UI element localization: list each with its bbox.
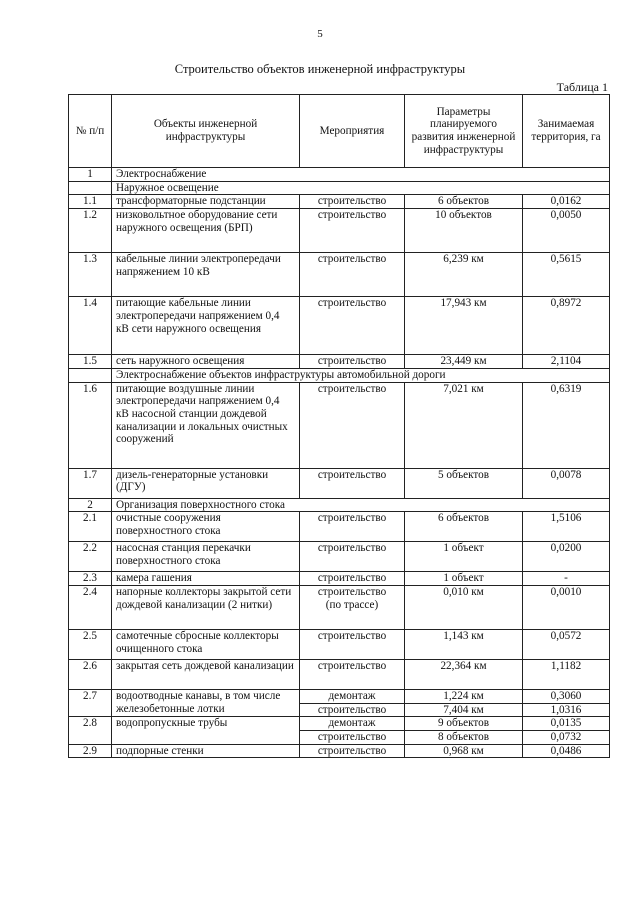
row-num: 1.3 (69, 253, 112, 297)
row-area: 0,5615 (523, 253, 610, 297)
table-row (69, 181, 610, 195)
row-object: кабельные линии электропередачи напряжением 10 кВ (112, 253, 300, 297)
row-object: водопропускные трубы (112, 717, 300, 744)
row-activity: строительство (300, 512, 405, 542)
header-object: Объекты инженерной инфраструктуры (112, 95, 300, 168)
row-num: 2.6 (69, 659, 112, 689)
row-activity: строительство (300, 382, 405, 468)
row-object: закрытая сеть дождевой канализации (112, 659, 300, 689)
row-area: 0,0050 (523, 209, 610, 253)
row-params: 9 объектов (405, 717, 523, 731)
row-params: 0,010 км (405, 585, 523, 629)
row-params: 6,239 км (405, 253, 523, 297)
row-object: трансформаторные подстанции (112, 195, 300, 209)
table-row (69, 355, 610, 369)
row-params: 1,143 км (405, 629, 523, 659)
subsection-title: Электроснабжение объектов инфраструктуры автомобильной дороги (112, 368, 610, 382)
row-area: 0,0572 (523, 629, 610, 659)
row-activity: строительство (300, 542, 405, 572)
header-params: Параметры планируемого развития инженерной инфраструктуры (405, 95, 523, 168)
row-object: очистные сооружения поверхностного стока (112, 512, 300, 542)
row-area: 1,1182 (523, 659, 610, 689)
header-activity: Мероприятия (300, 95, 405, 168)
table-row (69, 572, 610, 586)
table-row (69, 498, 610, 512)
row-num: 2.9 (69, 744, 112, 758)
row-area: 0,0078 (523, 468, 610, 498)
table-row (69, 468, 610, 498)
row-area: 0,8972 (523, 297, 610, 355)
row-area: 0,0486 (523, 744, 610, 758)
row-activity: строительство (300, 744, 405, 758)
row-num: 2 (69, 498, 112, 512)
table-caption: Таблица 1 (556, 80, 608, 94)
row-params: 7,021 км (405, 382, 523, 468)
row-params: 1 объект (405, 542, 523, 572)
row-area: 1,0316 (523, 703, 610, 717)
row-activity: строительство (300, 195, 405, 209)
table-row (69, 585, 610, 629)
row-num: 1.5 (69, 355, 112, 369)
row-params: 5 объектов (405, 468, 523, 498)
table-row (69, 542, 610, 572)
row-activity: строительство (300, 468, 405, 498)
table-row (69, 717, 610, 731)
row-num: 2.7 (69, 689, 112, 716)
section-title: Организация поверхностного стока (112, 498, 610, 512)
row-area: 0,3060 (523, 689, 610, 703)
row-object: питающие воздушные линии электропередачи напряжением 0,4 кВ насосной станции дождевой канализации и локальных очистных сооружений (112, 382, 300, 468)
row-area: - (523, 572, 610, 586)
table-row (69, 368, 610, 382)
row-activity-line: строительство (317, 585, 387, 598)
row-params: 1 объект (405, 572, 523, 586)
row-area: 1,5106 (523, 512, 610, 542)
row-area: 2,1104 (523, 355, 610, 369)
row-activity: строительство (300, 209, 405, 253)
row-activity: строительство (300, 703, 405, 717)
row-num: 1 (69, 168, 112, 182)
row-object: питающие кабельные линии электропередачи напряжением 0,4 кВ сети наружного освещения (112, 297, 300, 355)
row-object: камера гашения (112, 572, 300, 586)
row-num: 2.1 (69, 512, 112, 542)
row-activity: демонтаж (300, 689, 405, 703)
document-title: Строительство объектов инженерной инфраструктуры (174, 62, 466, 76)
table-row (69, 253, 610, 297)
row-object: напорные коллекторы закрытой сети дождевой канализации (2 нитки) (112, 585, 300, 629)
row-num: 2.5 (69, 629, 112, 659)
row-activity (300, 585, 405, 629)
row-params: 17,943 км (405, 297, 523, 355)
row-params: 6 объектов (405, 195, 523, 209)
table-row (69, 382, 610, 468)
row-object: подпорные стенки (112, 744, 300, 758)
row-params: 23,449 км (405, 355, 523, 369)
row-object: насосная станция перекачки поверхностного стока (112, 542, 300, 572)
row-object: сеть наружного освещения (112, 355, 300, 369)
row-activity: демонтаж (300, 717, 405, 731)
row-num: 2.4 (69, 585, 112, 629)
table-row (69, 297, 610, 355)
row-num: 2.8 (69, 717, 112, 744)
page-number: 5 (317, 28, 323, 40)
row-num: 1.7 (69, 468, 112, 498)
infrastructure-table (68, 94, 610, 758)
table-row (69, 168, 610, 182)
row-num: 1.2 (69, 209, 112, 253)
table-row (69, 659, 610, 689)
row-activity: строительство (300, 629, 405, 659)
row-params: 7,404 км (405, 703, 523, 717)
header-area: Занимаемая территория, га (523, 95, 610, 168)
row-num: 1.4 (69, 297, 112, 355)
row-object: дизель-генераторные установки (ДГУ) (112, 468, 300, 498)
row-params: 22,364 км (405, 659, 523, 689)
row-area: 0,0135 (523, 717, 610, 731)
row-num: 1.6 (69, 382, 112, 468)
table-row (69, 629, 610, 659)
row-activity: строительство (300, 731, 405, 745)
row-area: 0,0200 (523, 542, 610, 572)
row-area: 0,6319 (523, 382, 610, 468)
table-row (69, 209, 610, 253)
row-object: низковольтное оборудование сети наружного освещения (БРП) (112, 209, 300, 253)
table-row (69, 195, 610, 209)
header-num: № п/п (69, 95, 112, 168)
subsection-title: Наружное освещение (112, 181, 610, 195)
table-row (69, 744, 610, 758)
row-object: водоотводные канавы, в том числе железобетонные лотки (112, 689, 300, 716)
section-title: Электроснабжение (112, 168, 610, 182)
row-num: 2.3 (69, 572, 112, 586)
table-row (69, 512, 610, 542)
table-header-row (69, 95, 610, 168)
row-activity: строительство (300, 572, 405, 586)
row-area: 0,0162 (523, 195, 610, 209)
row-params: 1,224 км (405, 689, 523, 703)
table-row (69, 689, 610, 703)
row-area: 0,0010 (523, 585, 610, 629)
row-activity: строительство (300, 659, 405, 689)
row-params: 8 объектов (405, 731, 523, 745)
row-params: 6 объектов (405, 512, 523, 542)
row-num: 1.1 (69, 195, 112, 209)
row-num: 2.2 (69, 542, 112, 572)
row-activity: строительство (300, 297, 405, 355)
row-params: 10 объектов (405, 209, 523, 253)
row-activity: строительство (300, 355, 405, 369)
row-area: 0,0732 (523, 731, 610, 745)
row-activity: строительство (300, 253, 405, 297)
row-object: самотечные сбросные коллекторы очищенного стока (112, 629, 300, 659)
row-params: 0,968 км (405, 744, 523, 758)
row-activity-line: (по трассе) (325, 598, 379, 611)
